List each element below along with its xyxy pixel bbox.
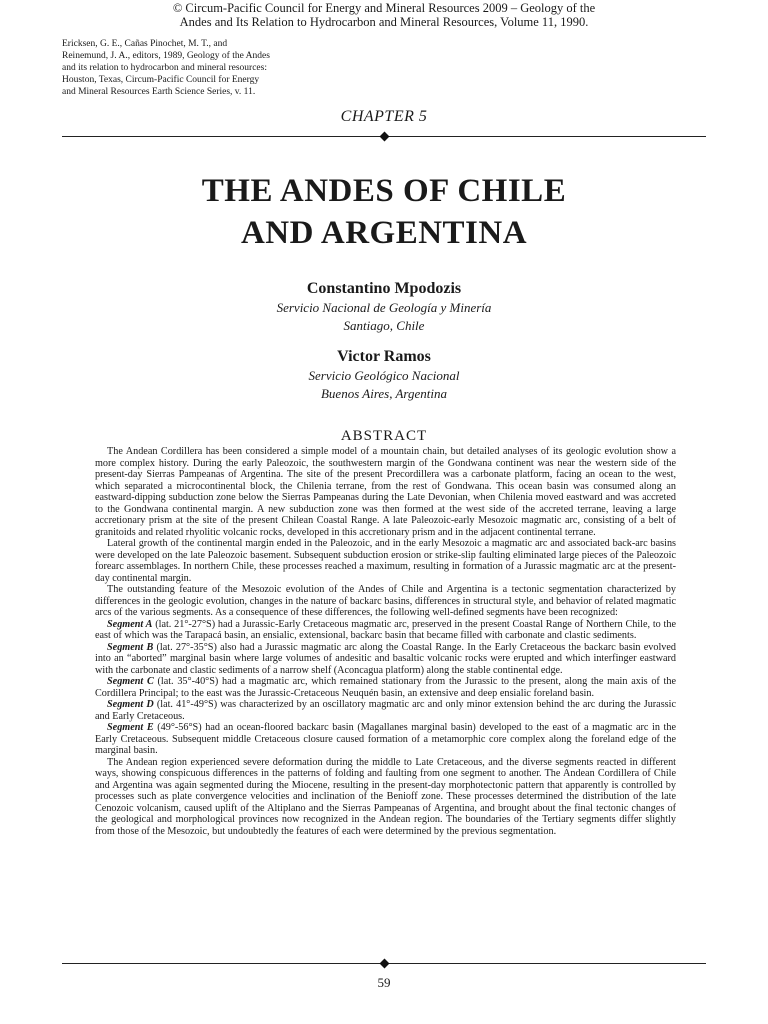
abstract-body xyxy=(95,446,676,837)
author-name: Constantino Mpodozis xyxy=(306,280,462,297)
abstract-paragraph: The outstanding feature of the Mesozoic evolution of the Andes of Chile and Argentina is a tectonic segmentation characterized by differences in the geologic evolution, changes in the nature of backarc basins, differences in structural style, and behavior of related magmatic arcs of the various segments. As a consequence of these differences, the following well-defined segments have been recognized: xyxy=(95,584,676,618)
segment-paragraph xyxy=(95,676,676,699)
citation-line: Ericksen, G. E., Cañas Pinochet, M. T., and xyxy=(62,39,228,49)
segment-paragraph xyxy=(95,722,676,757)
segment-paragraph xyxy=(95,699,676,722)
author-block-2 xyxy=(0,347,768,403)
abstract-paragraph: The Andean region experienced severe deformation during the middle to Late Cretaceous, and the diverse segments reacted in different ways, showing conspicuous differences in the patterns of folding and faulting from one segment to another. The Andean Cordillera of Chile and Argentina was again segmented during the Miocene, resulting in the present-day morphotectonic pattern that apparently is controlled by processes such as plate convergence velocities and inclination of the Benioff zone. These processes determined the distribution of the late Cenozoic volcanism, caused uplift of the Altiplano and the Sierras Pampeanas of Argentina, and brought about the final tectonic changes of the geological and morphological provinces now recognized in the Andean region. The boundaries of the Tertiary segments differ slightly from those of the Mesozoic, but undoubtedly the features of each were determined by the previous segmentation. xyxy=(95,756,676,837)
segment-label: Segment C xyxy=(107,676,154,687)
author-affiliation: Servicio Nacional de Geología y Minería xyxy=(276,300,492,315)
page-number: 59 xyxy=(377,975,391,990)
segment-paragraph xyxy=(95,642,676,677)
segment-text: (lat. 35°-40°S) had a magmatic arc, which remained stationary from the Jurassic to the present, along the main axis of the Cordillera Principal; to the east was the Jurassic-Cretaceous Neuquén basin, an extensive and deep ensialic foreland basin. xyxy=(95,676,676,699)
abstract-heading: ABSTRACT xyxy=(340,428,428,444)
bottom-divider xyxy=(62,959,706,969)
title-line-2: AND ARGENTINA xyxy=(240,215,528,251)
chapter-label: CHAPTER 5 xyxy=(340,108,428,125)
title-line-1: THE ANDES OF CHILE xyxy=(201,173,567,209)
author-location: Buenos Aires, Argentina xyxy=(320,386,448,401)
segment-text: (49°-56°S) had an ocean-floored backarc basin (Magallanes marginal basin) developed to the east of a magmatic arc in the Early Cretaceous. Subsequent middle Cretaceous closure caused formation of a metamorphic core complex along the foreland edge of the marginal basin. xyxy=(95,722,676,756)
segment-text: (lat. 27°-35°S) also had a Jurassic magmatic arc along the Coastal Range. In the Early Cretaceous the backarc basin evolved into an “aborted” marginal basin where large volumes of andesitic and basaltic volcanic rocks were erupted and which interfinger eastward with the carbonate and clastic sediments of a narrow shelf (Aconcagua platform) along the stable continental edge. xyxy=(95,641,676,676)
segment-text: (lat. 21°-27°S) had a Jurassic-Early Cretaceous magmatic arc, preserved in the present Coastal Range of Northern Chile, to the east of which was the Tarapacá basin, an ensialic, extensional, backarc basin that became filled with carbonate and clastic sediments. xyxy=(95,618,677,641)
segment-paragraph xyxy=(95,619,676,642)
author-name: Victor Ramos xyxy=(337,348,431,365)
diamond-ornament-icon xyxy=(379,132,389,142)
abstract-paragraph: Lateral growth of the continental margin ended in the Paleozoic, and in the early Mesozoic a magmatic arc and associated back-arc basins were developed on the late Paleozoic basement. Subsequent subduction erosion or strike-slip faulting eliminated large pieces of the Paleozoic forearc assemblages. In northern Chile, these processes reached a maximum, resulting in formation of a Jurassic magmatic arc at the present-day continental margin. xyxy=(95,538,676,584)
segment-label: Segment E xyxy=(107,722,154,733)
citation-line: Reinemund, J. A., editors, 1989, Geology of the Andes xyxy=(62,51,270,61)
citation-line: Houston, Texas, Circum-Pacific Council for Energy xyxy=(62,75,260,85)
top-divider xyxy=(62,132,706,142)
author-location: Santiago, Chile xyxy=(343,318,425,333)
abstract-paragraph: The Andean Cordillera has been considered a simple model of a mountain chain, but detailed analyses of its geologic evolution show a more complex history. During the early Paleozoic, the southwestern margin of the Gondwana continent was near the western side of the present-day Sierras Pampeanas of Argentina. The site of the present Precordillera was a carbonate platform, facing an ocean to the west, which separated a microcontinental block, the Chilenia terrane, from the rest of Gondwana. This ocean basin was consumed along an eastward-dipping subduction zone below the Sierras Pampeanas during the Late Devonian, when Chilenia moved eastward and was accreted to the Gondwana continental margin. A new subduction zone was then formed at the west side of the accreted terrane, leaving a large accretionary prism at the site of the present Chilean Coastal Range. A late Paleozoic-early Mesozoic magmatic arc, consisting of a belt of granitoids and related rhyolitic volcanic rocks, developed in this accretionary prism and in the adjacent continental terrane. xyxy=(95,446,676,538)
copyright-notice xyxy=(120,1,648,29)
segment-text: (lat. 41°-49°S) was characterized by an oscillatory magmatic arc and only minor extension behind the arc during the Jurassic and Early Cretaceous. xyxy=(95,699,676,722)
citation-line: and its relation to hydrocarbon and mineral resources: xyxy=(62,63,267,73)
segment-label: Segment D xyxy=(107,699,154,710)
author-affiliation: Servicio Geológico Nacional xyxy=(308,368,460,383)
segment-label: Segment A xyxy=(107,618,153,630)
citation-block xyxy=(62,38,362,98)
chapter-title xyxy=(0,170,768,254)
copyright-line-1: © Circum-Pacific Council for Energy and Mineral Resources 2009 – Geology of the xyxy=(172,1,596,15)
segment-label: Segment B xyxy=(107,641,154,653)
diamond-ornament-icon xyxy=(379,959,389,969)
author-block-1 xyxy=(0,279,768,335)
copyright-line-2: Andes and Its Relation to Hydrocarbon and Mineral Resources, Volume 11, 1990. xyxy=(179,15,589,29)
citation-line: and Mineral Resources Earth Science Series, v. 11. xyxy=(62,87,256,97)
